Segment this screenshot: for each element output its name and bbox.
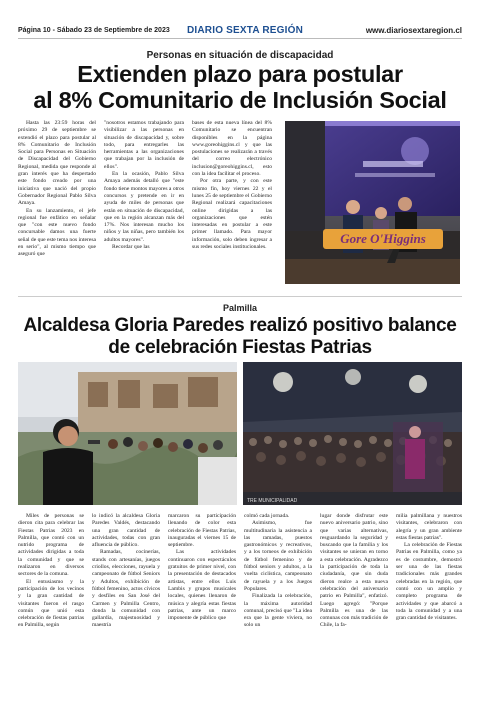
article2-column-5 xyxy=(320,513,388,708)
article2-column-3 xyxy=(168,513,236,708)
article2-paragraph: Finalizada la celebración, la máxima autoridad comunal, precisó que "La idea era que la gente viviera, no solo un xyxy=(244,593,312,629)
article2-paragraph: Miles de personas se dieron cita para celebrar las Fiestas Patrias 2023 en Palmilla, que contó con un nutrido programa de actividades dirigidas a toda la comunidad y que se realizaron en diversos sectores de la comuna. xyxy=(18,513,84,578)
article2-column-6 xyxy=(396,513,462,708)
article2-paragraph: El entusiasmo y la participación de los vecinos y la gran cantidad de visitantes fueron el rasgo común que unió esta celebración de fiestas patrias en Palmilla, según xyxy=(18,578,84,629)
article1-paragraph: "nosotros estamos trabajando para visibilizar a las personas en situación de discapacidad y, sobre todo, para entregarles las herramientas a las organizaciones que trabajan por la inclusión de ellos". xyxy=(104,120,184,170)
article2-photo-right-illustration xyxy=(243,362,462,505)
article2-paragraph: marcaron su participación llenando de color esta celebración de Fiestas Patrias, inauguradas el viernes 15 de septiembre. xyxy=(168,513,236,549)
article2-column-1 xyxy=(18,513,84,708)
article2-paragraph: colmó cada jornada. xyxy=(244,513,290,519)
article-divider xyxy=(18,296,462,297)
article2-paragraph: Asimismo, fue multitudinaria la asistencia a las ramadas, puestos gastronómicos y recreativos, y a los torneos de exhibición de fútbol femenino y de fútbol seniors y adultos, a la vuelta ciclística, campeonato de rayuela y a los Juegos Populares. xyxy=(244,520,312,592)
article2-photo-left xyxy=(18,362,237,505)
masthead: DIARIO SEXTA REGIÓN xyxy=(186,25,304,36)
article1-paragraph: Hasta las 23:59 horas del próximo 29 de septiembre se extendió el plazo para postular al 8% Comunitario de Inclusión Social para Personas en Situación de Discapacidad del Gobierno Regional, medida que responde al gran interés que ha despertado este fondo creado por una iniciativa que nació del propio Gobernador Regional Pablo Silva Amaya. xyxy=(18,120,96,207)
article1-photo-illustration xyxy=(285,121,460,284)
article1-paragraph: bases de esta nueva línea del 8% Comunitario se encuentran disponibles en la página www.goreohiggins.cl y que las postulaciones se realizarán a través del correo electrónico inclusion@goreohiggins.cl, esto con la idea facilitar el proceso. xyxy=(192,120,272,178)
gore-sign-text: Gore O'Higgins xyxy=(340,231,426,246)
article1-paragraph: En la ocasión, Pablo Silva Amaya además detalló que "este fondo tiene montos mayores a otros concursos y pretende en ir en ayuda de miles de personas que están en situación de discapacidad, que en la región alcanzan más del 17%. Nos interesan mucho los niños y las niñas, pero también los adultos mayores". xyxy=(104,171,184,243)
photo-credit: TRE MUNICIPALIDAD xyxy=(247,498,298,504)
page-info: Página 10 - Sábado 23 de Septiembre de 2023 xyxy=(18,27,170,34)
article2-paragraph: lo indicó la alcaldesa Gloria Paredes Valdés, destacando una gran cantidad de actividades, todas con gran afluencia de público. xyxy=(92,513,160,549)
article1-kicker: Personas en situación de discapacidad xyxy=(146,50,334,61)
header-rule xyxy=(18,38,462,39)
article2-kicker: Palmilla xyxy=(222,303,258,313)
article1-photo xyxy=(285,121,460,284)
article2-photo-left-illustration xyxy=(18,362,237,505)
article1-column-1 xyxy=(18,120,96,288)
article1-column-2 xyxy=(104,120,184,288)
article1-headline-line1: Extienden plazo para postular xyxy=(77,61,403,87)
website-link[interactable]: www.diariosextaregion.cl xyxy=(365,26,462,35)
article2-paragraph: Las actividades continuaron con espectáculos gratuitos de primer nivel, con la presentación de destacados artistas, entre ellos Luis Lambis y grupos musicales locales, quienes llenaron de música y alegría estas fiestas patrias, ante un marco imponente de público que xyxy=(168,549,236,622)
article1-column-3 xyxy=(192,120,272,288)
article1-paragraph: En su lanzamiento, el jefe regional fue enfático en señalar que "con este nuevo fondo concursable damos una fuerte señal de que este tema nos interesa en serio", al mismo tiempo que aseguró que xyxy=(18,207,96,258)
article2-column-4 xyxy=(244,513,312,708)
article2-headline-line2: de celebración Fiestas Patrias xyxy=(108,337,372,358)
article1-paragraph: Recordar que las xyxy=(112,244,150,251)
article2-headline-line1: Alcaldesa Gloria Paredes realizó positivo balance xyxy=(23,315,457,336)
article1-paragraph: Por otra parte, y con este mismo fin, hoy viernes 22 y el lunes 25 de septiembre el Gobierno Regional realizará capacitaciones online dirigidas a las organizaciones que estén interesadas en postular a este primer llamado. Para mayor información, solo deben ingresar a sus redes sociales institucionales. xyxy=(192,178,272,251)
article2-paragraph: La celebración de Fiestas Patrias en Palmilla, como ya es de costumbre, demostró ser una de las fiestas tradicionales más grandes celebradas en la región, que contó con un amplio y completo programa de actividades y que abarcó a toda la comunidad y a una gran cantidad de visitantes. xyxy=(396,542,462,622)
article2-column-2 xyxy=(92,513,160,708)
article2-paragraph: lugar donde disfrutar este nuevo aniversario patrio, sino que varias alternativas, resguardando la seguridad y buscando que la familia y los visitantes se unieran en torno a esta celebración. Agradezco la participación de toda la ciudadanía, que sin duda dieron realce a esta nueva celebración del aniversario patrio en Palmilla", enfatizó. Luego agregó: "Porque Palmilla es una de las comunas con más tradición de Chile, la fa- xyxy=(320,513,388,629)
article2-paragraph: Ramadas, cocinerías, stands con artesanías, juegos criollos, elecciones, rayuela y campeonato de fútbol Seniors y Adultos, exhibición de fútbol femenino, actos cívicos y desfiles en San José del Carmen y Palmilla Centro, donda la comunidad con gallardía, majestuosidad y maestría xyxy=(92,549,160,629)
article2-photo-right xyxy=(243,362,462,505)
article2-paragraph: milia palmillana y nuestros visitantes, celebraron con alegría y un gran ambiente estas fiestas patrias". xyxy=(396,513,462,541)
article1-headline-line2: al 8% Comunitario de Inclusión Social xyxy=(33,87,447,113)
